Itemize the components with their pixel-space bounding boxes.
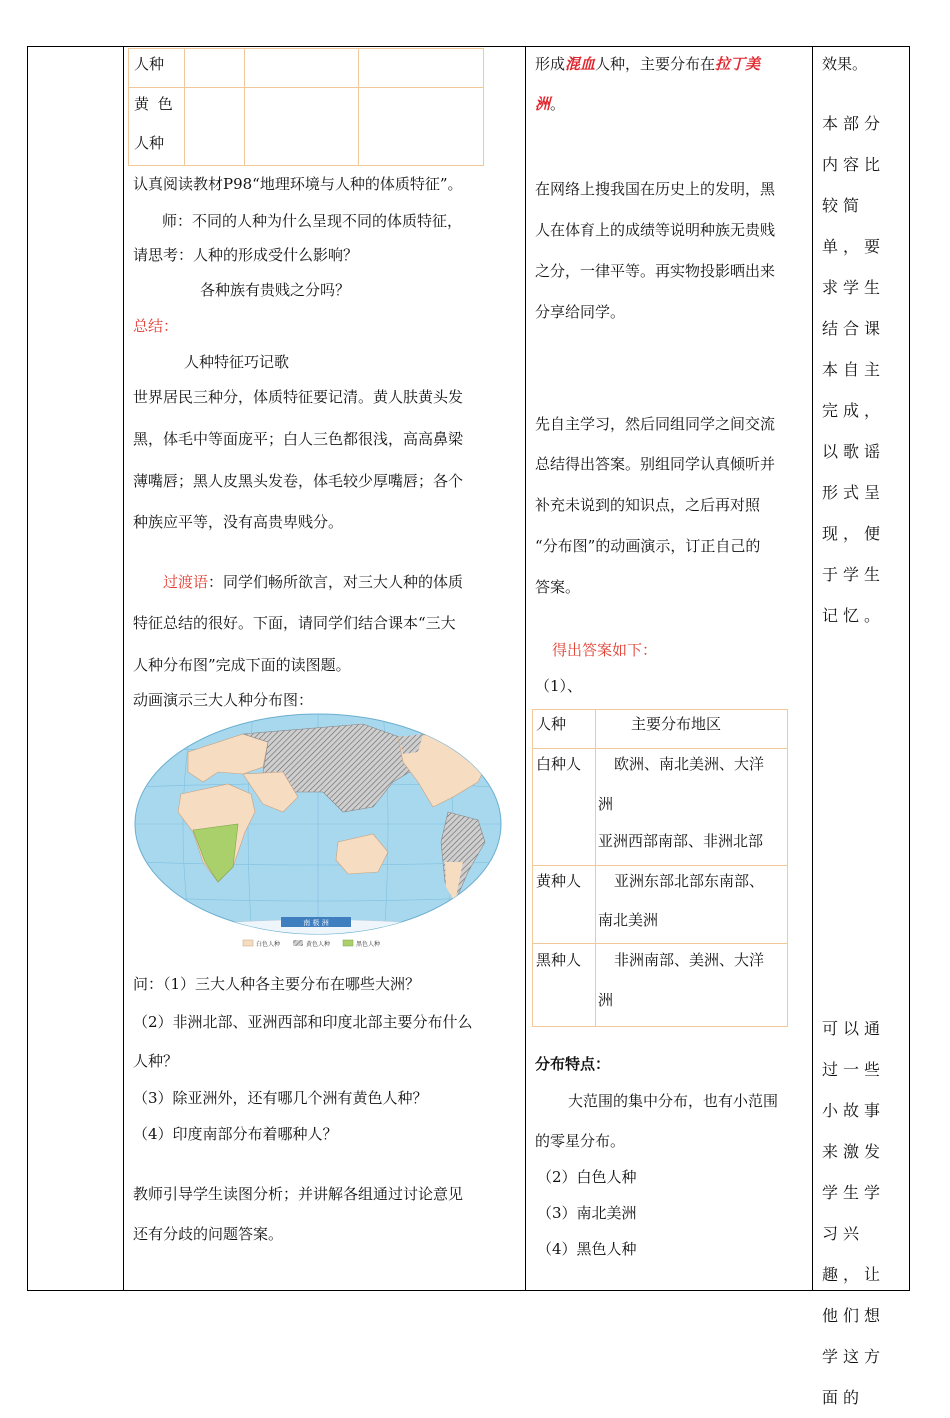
rhyme-title: 人种特征巧记歌 bbox=[184, 353, 290, 371]
net-line-4: 分享给同学。 bbox=[535, 303, 626, 321]
answer-table-header-race: 人种 bbox=[536, 715, 567, 733]
study-line-1: 先自主学习，然后同组同学之间交流 bbox=[535, 415, 776, 433]
study-line-5: 答案。 bbox=[535, 578, 581, 596]
legend-yellow: 黄色人种 bbox=[306, 941, 331, 948]
answer-table-black-label: 黑种人 bbox=[536, 951, 582, 969]
net-line-1: 在网络上搜我国在历史上的发明，黑 bbox=[535, 180, 776, 198]
rhyme-line-4: 种族应平等，没有高贵卑贱分。 bbox=[133, 513, 344, 531]
answer-table-black-2: 洲 bbox=[598, 991, 614, 1009]
race-feature-table bbox=[128, 48, 484, 166]
net-line-3: 之分，一律平等。再实物投影晒出来 bbox=[535, 262, 776, 280]
answer-3: （3）南北美洲 bbox=[537, 1204, 637, 1222]
table-col-line-3 bbox=[525, 46, 526, 1291]
study-line-4: “分布图”的动画演示，订正自己的 bbox=[535, 537, 761, 555]
guide-line-1: 教师引导学生读图分析；并讲解各组通过讨论意见 bbox=[133, 1185, 464, 1203]
map-caption: 动画演示三大人种分布图： bbox=[133, 691, 314, 709]
answer-table-white-label: 白种人 bbox=[536, 755, 582, 773]
answer-table-black-1: 非洲南部、美洲、大洋 bbox=[614, 951, 765, 969]
teacher-question-2: 请思考：人种的形成受什么影响？ bbox=[133, 246, 359, 264]
rhyme-line-2: 黑，体毛中等面庞平；白人三色都很浅，高高鼻梁 bbox=[133, 430, 464, 448]
study-line-2: 总结得出答案。别组同学认真倾听并 bbox=[535, 455, 776, 473]
read-instruction: 认真阅读教材P98“地理环境与人种的体质特征”。 bbox=[133, 175, 463, 193]
effect-text: 效果。 bbox=[822, 55, 868, 73]
transition-label: 过渡语 bbox=[163, 573, 209, 591]
table-col-line-4 bbox=[812, 46, 813, 1291]
answer-table-white-2: 洲 bbox=[598, 795, 614, 813]
answer-table-header-region: 主要分布地区 bbox=[631, 715, 722, 733]
teacher-question-1: 师：不同的人种为什么呈现不同的体质特征， bbox=[162, 212, 463, 230]
answer-table-yellow-label: 黄种人 bbox=[536, 872, 582, 890]
net-line-2: 人在体育上的成绩等说明种族无贵贱 bbox=[535, 221, 776, 239]
race-table-row1-label: 人种 bbox=[134, 55, 165, 73]
answer-table-white-1: 欧洲、南北美洲、大洋 bbox=[614, 755, 765, 773]
answer-label: 得出答案如下： bbox=[552, 641, 658, 659]
transition-text: ：同学们畅所欲言，对三大人种的体质 bbox=[208, 573, 464, 591]
mixed-race-line: 形成混血人种，主要分布在拉丁美 bbox=[535, 55, 761, 73]
transition-line-3: 人种分布图”完成下面的读图题。 bbox=[133, 656, 351, 674]
rhyme-line-3: 薄嘴唇；黑人皮黑头发卷，体毛较少厚嘴唇；各个 bbox=[133, 472, 464, 490]
answer-table-yellow-2: 南北美洲 bbox=[598, 911, 659, 929]
design-note-2: 可以通过一些小故事来激发学生学习兴趣，让他们想学这方面的 bbox=[822, 1019, 886, 1407]
answer-table-yellow-1: 亚洲东部北部东南部、 bbox=[614, 872, 765, 890]
table-col-line-2 bbox=[123, 46, 124, 1291]
feature-line-2: 的零星分布。 bbox=[535, 1132, 626, 1150]
summary-label: 总结： bbox=[133, 317, 179, 335]
table-bottom-border bbox=[27, 1290, 910, 1291]
teacher-question-3: 各种族有贵贱之分吗？ bbox=[200, 281, 351, 299]
question-1: 问：（1）三大人种各主要分布在哪些大洲？ bbox=[133, 975, 421, 993]
answer-table-white-3: 亚洲西部南部、非洲北部 bbox=[598, 832, 764, 850]
legend-white: 白色人种 bbox=[256, 941, 281, 948]
question-2-cont: 人种？ bbox=[133, 1052, 179, 1070]
answer-4: （4）黑色人种 bbox=[537, 1240, 637, 1258]
table-col-line-5 bbox=[909, 46, 910, 1291]
question-4: （4）印度南部分布着哪种人？ bbox=[133, 1125, 338, 1143]
mixed-race-term: 混血 bbox=[565, 55, 596, 73]
design-note-1: 本部分内容比较简单，要求学生结合课本自主完成，以歌谣形式呈现，便于学生记忆。 bbox=[822, 114, 886, 625]
rhyme-line-1: 世界居民三种分，体质特征要记清。黄人肤黄头发 bbox=[133, 388, 464, 406]
race-distribution-map bbox=[133, 712, 503, 952]
table-top-border bbox=[27, 46, 910, 47]
race-table-row2-label-2: 人种 bbox=[134, 134, 165, 152]
answer-number-1: （1）、 bbox=[535, 677, 583, 695]
guide-line-2: 还有分歧的问题答案。 bbox=[133, 1225, 284, 1243]
table-col-line-1 bbox=[27, 46, 28, 1291]
race-table-row2-label-1: 黄 色 bbox=[134, 95, 175, 113]
map-antarctica-label: 南 极 洲 bbox=[303, 919, 329, 927]
mixed-race-line-2: 洲。 bbox=[535, 95, 566, 113]
transition-line-1 bbox=[163, 573, 463, 591]
feature-label: 分布特点： bbox=[535, 1055, 611, 1073]
legend-black: 黑色人种 bbox=[356, 941, 381, 948]
transition-line-2: 特征总结的很好。下面，请同学们结合课本“三大 bbox=[133, 614, 456, 632]
latin-america-term: 拉丁美 bbox=[715, 55, 761, 73]
question-3: （3）除亚洲外，还有哪几个洲有黄色人种？ bbox=[133, 1089, 428, 1107]
question-2: （2）非洲北部、亚洲西部和印度北部主要分布什么 bbox=[133, 1013, 473, 1031]
study-line-3: 补充未说到的知识点，之后再对照 bbox=[535, 496, 761, 514]
answer-2: （2）白色人种 bbox=[537, 1168, 637, 1186]
feature-line-1: 大范围的集中分布，也有小范围 bbox=[568, 1092, 779, 1110]
